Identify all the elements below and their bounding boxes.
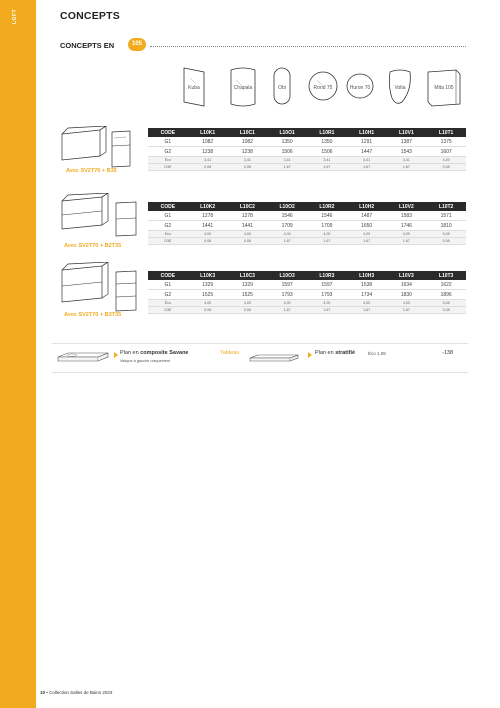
table-cell: 1543	[387, 147, 427, 157]
table-cell: 0,08	[426, 238, 466, 245]
table-row-d3e	[148, 307, 466, 314]
table-cell: 1,67	[267, 164, 307, 171]
table-cell: 1,67	[267, 238, 307, 245]
table-cell: 1350	[267, 137, 307, 147]
table-cell: 1525	[228, 290, 268, 300]
laminate-price: -138	[442, 350, 454, 356]
cabinet-b35-illustration	[60, 126, 132, 173]
table-cell: Éco	[148, 300, 188, 307]
composite-plan-illustration	[56, 351, 110, 370]
page-title: CONCEPTS	[60, 10, 120, 22]
column-header: L10H2	[347, 202, 387, 211]
arrow-icon	[308, 352, 312, 358]
table-cell: 1238	[188, 147, 228, 157]
laminate-eco-value: Éco 1,08	[368, 351, 386, 356]
table-cell: 1291	[347, 137, 387, 147]
table-cell: 1387	[387, 137, 427, 147]
composite-plan-label	[120, 350, 188, 356]
column-header: L10O1	[267, 128, 307, 137]
table-cell: 1571	[426, 211, 466, 221]
column-header: L10V1	[387, 128, 427, 137]
column-header: L10O3	[267, 271, 307, 280]
table-cell: D3E	[148, 164, 188, 171]
table-cell: 1441	[228, 221, 268, 231]
side-label: LOFT	[12, 8, 18, 24]
column-header: CODE	[148, 128, 188, 137]
table-cell: Éco	[148, 157, 188, 164]
table-cell: 1709	[267, 221, 307, 231]
table-row	[148, 221, 466, 231]
table-cell: 1583	[387, 211, 427, 221]
table-cell: 1,67	[387, 164, 427, 171]
table-cell: 4,00	[267, 300, 307, 307]
table-cell: 0,08	[228, 164, 268, 171]
table-row-eco	[148, 157, 466, 164]
table-cell: 1,67	[347, 164, 387, 171]
table-cell: 1810	[426, 221, 466, 231]
table-cell: 1329	[228, 280, 268, 290]
cabinet-b3t35-illustration	[60, 262, 140, 317]
table-row-d3e	[148, 238, 466, 245]
page-footer	[40, 690, 112, 695]
table-cell: 0,08	[188, 164, 228, 171]
table-cell: 3,41	[387, 157, 427, 164]
table-row	[148, 137, 466, 147]
mirror-label: Chapala	[233, 85, 253, 91]
mirror-label: Huron 70	[349, 85, 371, 91]
column-header: L10C1	[228, 128, 268, 137]
table-cell: 1278	[228, 211, 268, 221]
column-header: L10H1	[347, 128, 387, 137]
table-cell: 1487	[347, 211, 387, 221]
column-header: CODE	[148, 271, 188, 280]
table-row	[148, 290, 466, 300]
table-cell: 1082	[228, 137, 268, 147]
table-row	[148, 147, 466, 157]
laminate-plan-illustration	[248, 351, 300, 369]
table-row-eco	[148, 300, 466, 307]
table-cell: 1896	[426, 290, 466, 300]
table-cell: 1447	[347, 147, 387, 157]
table-cell: 3,41	[307, 157, 347, 164]
mirror-label: Kuba	[188, 85, 200, 91]
price-table-b35	[148, 128, 466, 171]
plan-material: composite Savane	[140, 350, 189, 356]
table-cell: 1375	[426, 137, 466, 147]
table-cell: 4,00	[267, 231, 307, 238]
table-row	[148, 211, 466, 221]
table-header-row	[148, 128, 466, 137]
table-cell: 1441	[188, 221, 228, 231]
section-badge: 105	[128, 38, 146, 51]
column-header: L10K1	[188, 128, 228, 137]
table-cell: 0,08	[188, 238, 228, 245]
column-header: L10V2	[387, 202, 427, 211]
table-cell: 1,67	[267, 307, 307, 314]
table-cell: 1,67	[387, 238, 427, 245]
footer-text: • Collection Salles de Bains 2023	[45, 690, 113, 695]
table-cell: G2	[148, 221, 188, 231]
column-header: L10V3	[387, 271, 427, 280]
table-cell: G1	[148, 211, 188, 221]
column-header: L10C2	[228, 202, 268, 211]
table-cell: 4,00	[228, 300, 268, 307]
table-cell: G1	[148, 137, 188, 147]
column-header: L10K3	[188, 271, 228, 280]
table-cell: 1546	[267, 211, 307, 221]
table-cell: 1793	[307, 290, 347, 300]
mirror-label: Rond 75	[313, 85, 333, 91]
section-header	[60, 38, 466, 52]
plan-prefix: Plan en	[120, 350, 141, 356]
table-cell: 1734	[347, 290, 387, 300]
column-header: CODE	[148, 202, 188, 211]
table-cell: 0,08	[228, 238, 268, 245]
table-cell: 4,00	[307, 231, 347, 238]
plan-prefix: Plan en	[315, 350, 336, 356]
table-cell: 4,00	[347, 231, 387, 238]
table-cell: 4,00	[188, 300, 228, 307]
column-header: L10C3	[228, 271, 268, 280]
table-cell: G2	[148, 147, 188, 157]
table-cell: 1830	[387, 290, 427, 300]
mirror-label: Mita 105	[434, 85, 454, 91]
mirror-label: Volta	[394, 85, 406, 91]
table-cell: 1238	[228, 147, 268, 157]
table-cell: 4,00	[387, 300, 427, 307]
table-cell: 1,67	[387, 307, 427, 314]
table-cell: 5,08	[426, 231, 466, 238]
product-label: Avec SV2T70 + B2T35	[64, 243, 122, 249]
table-cell: 1597	[267, 280, 307, 290]
column-header: L10R1	[307, 128, 347, 137]
table-cell: 3,41	[347, 157, 387, 164]
column-header: L10K2	[188, 202, 228, 211]
table-cell: 4,00	[347, 300, 387, 307]
side-bar	[0, 0, 36, 708]
product-label: Avec SV2T70 + B3T35	[64, 312, 122, 318]
table-cell: 4,49	[426, 157, 466, 164]
product-label: Avec SV2T70 + B35	[66, 168, 117, 174]
table-cell: 1607	[426, 147, 466, 157]
countertop-options	[52, 343, 468, 373]
composite-plan-note: Vasque à gauche uniquement	[120, 359, 171, 363]
table-cell: 1746	[387, 221, 427, 231]
table-cell: 1,67	[307, 307, 347, 314]
column-header: L10R3	[307, 271, 347, 280]
plan-material: stratifié	[335, 350, 356, 356]
column-header: L10T3	[426, 271, 466, 280]
mirror-label: Obi	[278, 85, 286, 91]
table-cell: 0,08	[426, 164, 466, 171]
section-title: CONCEPTS EN	[60, 41, 115, 50]
table-row-eco	[148, 231, 466, 238]
table-cell: 4,00	[387, 231, 427, 238]
table-cell: 3,41	[267, 157, 307, 164]
table-cell: 5,08	[426, 300, 466, 307]
page-number: 10	[40, 690, 46, 695]
column-header: L10T2	[426, 202, 466, 211]
table-cell: 3,41	[228, 157, 268, 164]
table-cell: 1709	[307, 221, 347, 231]
table-cell: 1,67	[347, 238, 387, 245]
table-cell: 1538	[347, 280, 387, 290]
table-cell: 0,08	[426, 307, 466, 314]
table-cell: D3E	[148, 307, 188, 314]
table-cell: D3E	[148, 238, 188, 245]
table-cell: 1,67	[307, 164, 347, 171]
table-cell: 1350	[307, 137, 347, 147]
table-header-row	[148, 202, 466, 211]
arrow-icon	[114, 352, 118, 358]
laminate-plan-label	[315, 350, 355, 356]
column-header: L10O2	[267, 202, 307, 211]
table-row-d3e	[148, 164, 466, 171]
table-cell: 1278	[188, 211, 228, 221]
table-cell: 0,08	[188, 307, 228, 314]
price-table-b3t35	[148, 271, 466, 314]
column-header: L10H3	[347, 271, 387, 280]
cabinet-b2t35-illustration	[60, 193, 140, 242]
table-cell: 1506	[267, 147, 307, 157]
table-cell: 1634	[387, 280, 427, 290]
table-cell: G2	[148, 290, 188, 300]
table-cell: 1622	[426, 280, 466, 290]
section-divider	[150, 46, 466, 47]
table-cell: 1546	[307, 211, 347, 221]
table-cell: 1525	[188, 290, 228, 300]
table-cell: 4,00	[307, 300, 347, 307]
table-cell: G1	[148, 280, 188, 290]
price-table-b2t35	[148, 202, 466, 245]
table-cell: 4,00	[228, 231, 268, 238]
table-cell: 4,00	[188, 231, 228, 238]
table-cell: 1506	[307, 147, 347, 157]
tableau-label: Tableau	[220, 350, 240, 356]
column-header: L10R2	[307, 202, 347, 211]
table-cell: 1793	[267, 290, 307, 300]
table-header-row	[148, 271, 466, 280]
table-cell: 1329	[188, 280, 228, 290]
table-cell: 0,08	[228, 307, 268, 314]
table-cell: 1,67	[347, 307, 387, 314]
table-cell: 1,67	[307, 238, 347, 245]
table-cell: 1597	[307, 280, 347, 290]
column-header: L10T1	[426, 128, 466, 137]
table-cell: 3,41	[188, 157, 228, 164]
table-cell: 1082	[188, 137, 228, 147]
table-cell: 1650	[347, 221, 387, 231]
table-row	[148, 280, 466, 290]
table-cell: Éco	[148, 231, 188, 238]
